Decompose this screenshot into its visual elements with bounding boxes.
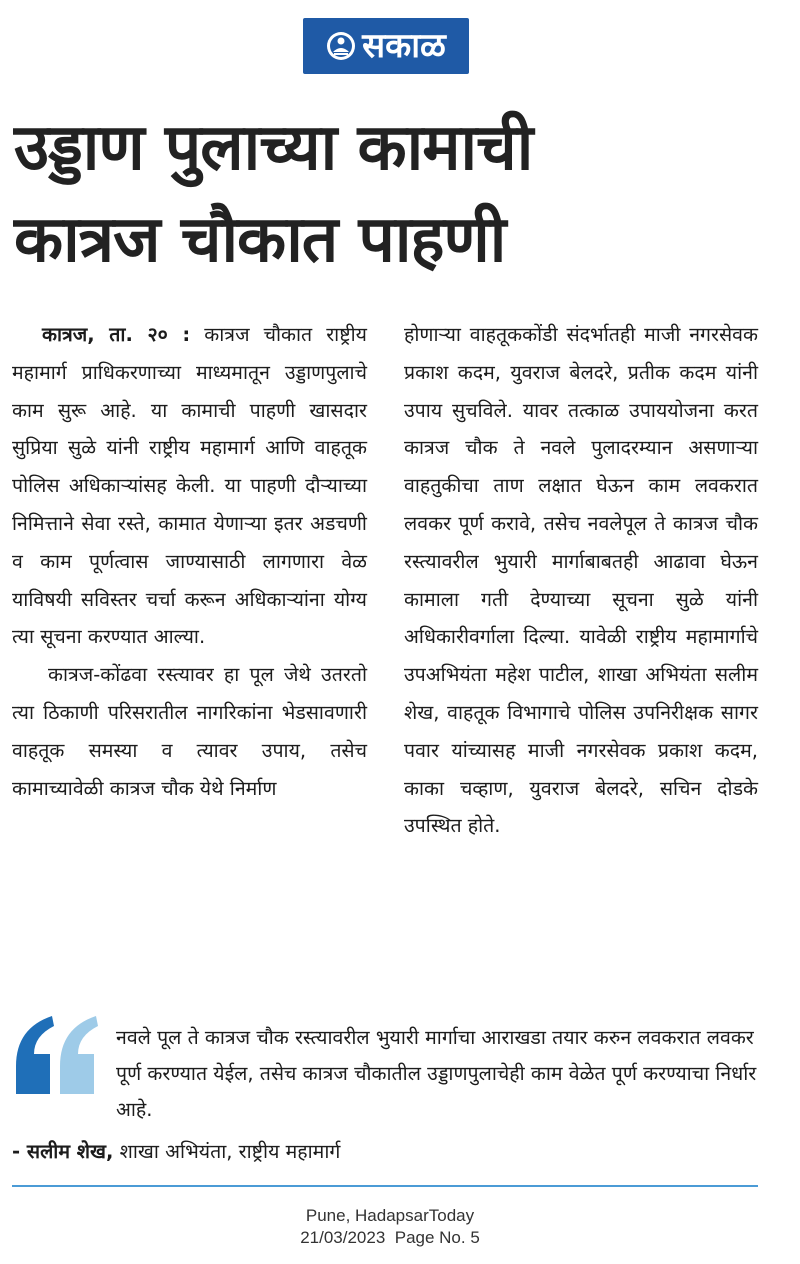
headline <box>14 102 714 286</box>
attribution-name: - सलीम शेख, <box>12 1140 114 1163</box>
headline-line-2: कात्रज चौकात पाहणी <box>14 203 506 277</box>
footer-source: Pune, HadapsarToday <box>305 1206 475 1225</box>
masthead-brand: सकाळ <box>362 26 446 66</box>
footer-date-page: 21/03/2023 Page No. 5 <box>300 1228 480 1247</box>
pull-quote-text: नवले पूल ते कात्रज चौक रस्त्यावरील भुयारी मार्गाचा आराखडा तयार करुन लवकरात लवकर पूर्ण करण्यात येईल, तसेच कात्रज चौकातील उड्डाणपुलाचेही काम वेळेत पूर्ण करण्याचा निर्धार आहे. <box>116 1026 757 1121</box>
sun-logo-icon <box>326 31 356 61</box>
headline-line-1: उड्डाण पुलाच्या कामाची <box>14 111 533 185</box>
article-paragraph: होणाऱ्या वाहतूककोंडी संदर्भातही माजी नगरसेवक प्रकाश कदम, युवराज बेलदरे, प्रतीक कदम यांनी उपाय सुचविले. यावर तत्काळ उपाययोजना करत कात्रज चौक ते नवले पुलादरम्यान असणाऱ्या वाहतुकीचा ताण लक्षात घेऊन काम लवकरात लवकर पूर्ण करावे, तसेच नवलेपूल ते कात्रज चौक रस्त्यावरील भुयारी मार्गाबाबतही आढावा घेऊन कामाला गती देण्याच्या सूचना सुळे यांनी अधिकारीवर्गाला दिल्या. यावेळी राष्ट्रीय महामार्गाचे उपअभियंता महेश पाटील, शाखा अभियंता सलीम शेख, वाहतूक विभागाचे पोलिस उपनिरीक्षक सागर पवार यांच्यासह माजी नगरसेवक प्रकाश कदम, काका चव्हाण, युवराज बेलदरे, सचिन दोडके उपस्थित होते. <box>404 323 758 838</box>
quote-mark-icon <box>12 1008 98 1100</box>
article-paragraph: कात्रज-कोंढवा रस्त्यावर हा पूल जेथे उतरतो त्या ठिकाणी परिसरातील नागरिकांना भेडसावणारी वाहतूक समस्या व त्यावर उपाय, तसेच कामाच्यावेळी कात्रज चौक येथे निर्माण <box>12 663 367 800</box>
attribution-role: शाखा अभियंता, राष्ट्रीय महामार्ग <box>113 1140 341 1163</box>
dateline: कात्रज, ता. २० : <box>42 323 191 346</box>
footer-divider <box>12 1185 758 1187</box>
article-paragraph-body: कात्रज चौकात राष्ट्रीय महामार्ग प्राधिकरणाच्या माध्यमातून उड्डाणपुलाचे काम सुरू आहे. या कामाची पाहणी खासदार सुप्रिया सुळे यांनी राष्ट्रीय महामार्ग आणि वाहतूक पोलिस अधिकाऱ्यांसह केली. या पाहणी दौऱ्याच्या निमित्ताने सेवा रस्ते, कामात येणाऱ्या इतर अडचणी व काम पूर्णत्वास जाण्यासाठी लागणारा वेळ याविषयी सविस्तर चर्चा करून अधिकाऱ्यांना योग्य त्या सूचना करण्यात आल्या. <box>12 323 367 649</box>
article-paragraph <box>12 316 367 656</box>
article-column-left <box>12 316 367 807</box>
quote-attribution <box>12 1136 772 1168</box>
footer <box>0 1205 800 1249</box>
masthead <box>303 18 469 74</box>
article-column-right <box>404 316 758 845</box>
